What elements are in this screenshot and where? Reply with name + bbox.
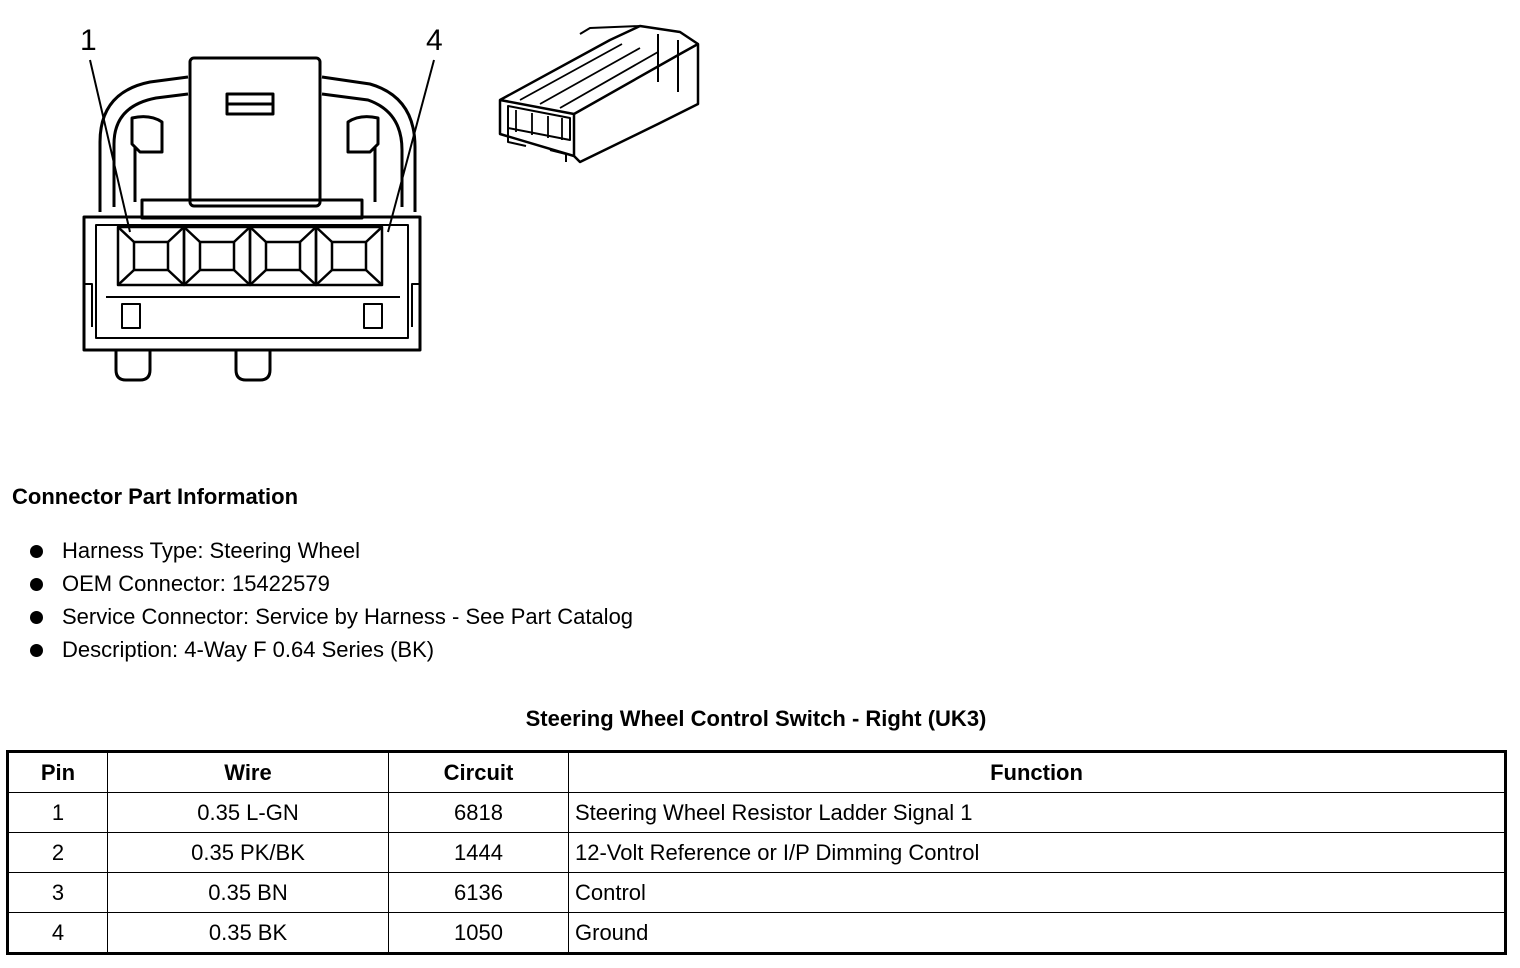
cell-function: Ground bbox=[569, 913, 1506, 954]
table-header-row bbox=[8, 752, 1506, 793]
cell-wire: 0.35 BK bbox=[108, 913, 389, 954]
bullet-icon bbox=[30, 644, 43, 657]
pin-1-callout: 1 bbox=[80, 24, 97, 57]
connector-isometric-view bbox=[490, 14, 710, 174]
connector-front-view bbox=[70, 22, 460, 392]
cell-wire: 0.35 BN bbox=[108, 873, 389, 913]
header-circuit: Circuit bbox=[389, 752, 569, 793]
header-wire: Wire bbox=[108, 752, 389, 793]
table-row bbox=[8, 793, 1506, 833]
cell-function: Control bbox=[569, 873, 1506, 913]
pinout-table bbox=[6, 750, 1507, 955]
cell-circuit: 6136 bbox=[389, 873, 569, 913]
bullet-icon bbox=[30, 545, 43, 558]
table-row bbox=[8, 833, 1506, 873]
info-item-service-connector: Service Connector: Service by Harness - See Part Catalog bbox=[28, 602, 633, 635]
cell-wire: 0.35 L-GN bbox=[108, 793, 389, 833]
cell-circuit: 6818 bbox=[389, 793, 569, 833]
info-item-harness-type: Harness Type: Steering Wheel bbox=[28, 536, 633, 569]
connector-info-list bbox=[28, 536, 633, 668]
table-row bbox=[8, 913, 1506, 954]
cell-circuit: 1444 bbox=[389, 833, 569, 873]
cell-wire: 0.35 PK/BK bbox=[108, 833, 389, 873]
cell-pin: 4 bbox=[8, 913, 108, 954]
cell-function: Steering Wheel Resistor Ladder Signal 1 bbox=[569, 793, 1506, 833]
cell-circuit: 1050 bbox=[389, 913, 569, 954]
bullet-icon bbox=[30, 611, 43, 624]
header-function: Function bbox=[569, 752, 1506, 793]
cell-pin: 2 bbox=[8, 833, 108, 873]
header-pin: Pin bbox=[8, 752, 108, 793]
info-item-description: Description: 4-Way F 0.64 Series (BK) bbox=[28, 635, 633, 668]
cell-pin: 1 bbox=[8, 793, 108, 833]
cell-function: 12-Volt Reference or I/P Dimming Control bbox=[569, 833, 1506, 873]
pinout-table-title: Steering Wheel Control Switch - Right (UK3) bbox=[525, 706, 987, 731]
bullet-icon bbox=[30, 578, 43, 591]
cell-pin: 3 bbox=[8, 873, 108, 913]
pin-4-callout: 4 bbox=[426, 24, 443, 57]
info-item-oem-connector: OEM Connector: 15422579 bbox=[28, 569, 633, 602]
table-row bbox=[8, 873, 1506, 913]
connector-info-heading: Connector Part Information bbox=[12, 484, 299, 509]
